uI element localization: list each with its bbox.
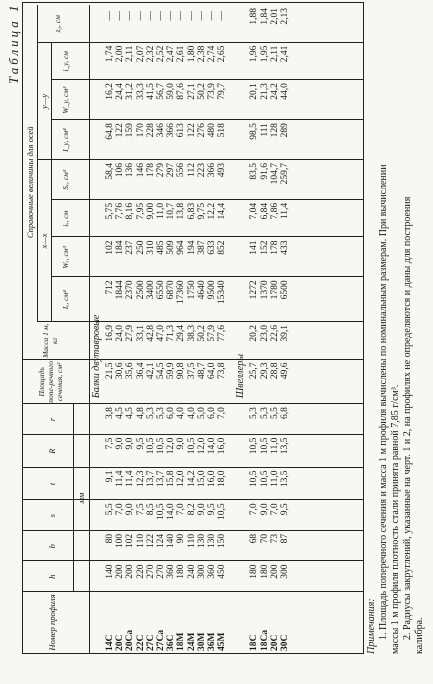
channels-col-iy: 1,96 1,95 2,11 2,41 bbox=[249, 45, 290, 63]
channels-col-s: 7,0 9,0 7,0 9,5 bbox=[249, 503, 290, 516]
header-h: h bbox=[47, 574, 57, 579]
header-rule bbox=[73, 404, 74, 592]
beams-col-s: 5,5 7,0 9,0 7,5 8,5 10,5 14,0 7,0 8,2 9,0 9,5 10,5 bbox=[105, 503, 228, 521]
note-1: 1. Площадь поперечного сечения и масса 1 м профиля вычислены по номинальным размерам. При вычислении bbox=[378, 164, 389, 640]
beams-col-Iy: 64,8 122 159 170 228 346 366 613 122 276 480 518 bbox=[105, 123, 228, 140]
beams-col-ix: 5,75 7,76 8,16 7,95 9,00 11,0 10,7 13,8 6,83 9,75 12,2 14,4 bbox=[105, 202, 228, 220]
header-b: b bbox=[47, 544, 57, 549]
column-rule bbox=[23, 403, 363, 404]
column-rule bbox=[23, 359, 363, 360]
beams-col-b: 80 100 102 110 122 124 140 90 110 130 130 150 bbox=[105, 533, 228, 549]
channels-col-r: 5,3 5,3 5,5 6,8 bbox=[249, 407, 290, 420]
column-rule bbox=[51, 236, 363, 237]
beams-col-Wy: 16,2 24,4 31,2 33,3 41,5 56,7 59,0 87,6 27,1 50,2 73,9 79,7 bbox=[105, 83, 228, 100]
beams-col-Sx: 58,4 106 136 146 178 279 297 556 112 223 366 493 bbox=[105, 162, 228, 180]
header-z0: z₀, см bbox=[53, 15, 62, 33]
section-beams: Балки двутавровые bbox=[91, 314, 102, 399]
header-mass: Масса 1 м, кг bbox=[41, 323, 59, 358]
column-rule bbox=[23, 499, 363, 500]
channels-col-profile: 18С 18Са 20С 30С bbox=[249, 629, 290, 651]
beams-col-z0-dashes: — — — — — — — — — — — — bbox=[105, 11, 228, 21]
header-Wx: Wₓ, см³ bbox=[61, 246, 70, 269]
beams-col-R: 7,5 9,0 9,0 9,5 10,5 10,5 12,0 9,0 10,5 12,0 14,0 16,0 bbox=[105, 437, 228, 455]
section-channels: Швеллеры bbox=[235, 354, 247, 399]
header-ix: iₓ, см bbox=[61, 210, 70, 227]
column-rule bbox=[51, 199, 363, 200]
header-mm: мм bbox=[76, 492, 86, 504]
channels-col-Wy: 20,1 21,3 24,2 44,0 bbox=[249, 83, 290, 100]
header-profile-no: Номер профиля bbox=[47, 594, 57, 651]
channels-col-Wx: 141 152 178 433 bbox=[249, 240, 290, 255]
header-Ix: Iₓ, см⁴ bbox=[61, 290, 70, 310]
channels-col-Ix: 1272 1370 1780 6500 bbox=[249, 280, 290, 300]
beams-col-Wx: 102 184 237 250 310 485 509 964 194 387 633 852 bbox=[105, 240, 228, 255]
channels-col-area: 25,7 29,3 28,8 49,6 bbox=[249, 362, 290, 380]
column-rule bbox=[37, 42, 363, 43]
column-rule bbox=[51, 276, 363, 277]
header-bottom-rule bbox=[89, 5, 90, 653]
note-2: 2. Радиусы закруглений, указанные на черт. 1 и 2, на профилях не определяются и даны для построения bbox=[402, 196, 413, 640]
note-2-cont: калибра. bbox=[414, 617, 425, 654]
channels-col-R: 10,5 10,5 11,0 13,5 bbox=[249, 437, 290, 455]
header-area: Площадь попе-речного сечения, см² bbox=[37, 360, 64, 403]
column-rule bbox=[37, 159, 363, 160]
header-Iy: I_y, см⁴ bbox=[61, 128, 70, 152]
header-t: t bbox=[47, 482, 57, 486]
beams-col-iy: 1,74 2,00 2,11 2,07 2,32 2,52 2,47 2,61 1,80 2,38 2,74 2,65 bbox=[105, 45, 228, 63]
notes bbox=[366, 4, 426, 654]
header-r: r bbox=[47, 417, 57, 422]
beams-col-Ix: 712 1844 2370 2500 3400 6550 6870 17360 1750 4640 9500 15340 bbox=[105, 280, 228, 305]
header-rule bbox=[51, 43, 52, 322]
header-axis-xx: x—x bbox=[39, 233, 49, 249]
header-rule bbox=[37, 5, 38, 322]
column-rule bbox=[23, 467, 363, 468]
column-rule bbox=[51, 79, 363, 80]
table-title: Таблица 1 bbox=[6, 2, 21, 84]
channels-col-z0: 1,88 1,84 2,01 2,13 bbox=[249, 8, 290, 25]
beams-col-profile: 14С 20С 20Са 22С 27С 27Са 36С 18М 24М 30М 36М 45М bbox=[105, 629, 228, 651]
beams-col-h: 140 200 200 220 270 270 360 180 240 300 360 450 bbox=[105, 564, 228, 579]
column-rule bbox=[23, 560, 363, 561]
beams-col-r: 3,8 4,5 4,5 4,8 5,3 5,3 6,0 4,0 4,0 5,0 6,0 7,0 bbox=[105, 407, 228, 420]
beams-col-t: 9,1 11,4 11,4 12,3 13,7 13,7 15,8 12,0 14,2 15,0 16,0 18,0 bbox=[105, 470, 228, 488]
channels-col-Sx: 83,5 91,6 104,7 259,7 bbox=[249, 162, 290, 185]
channels-col-ix: 7,04 6,84 7,86 11,4 bbox=[249, 202, 290, 220]
column-rule bbox=[23, 530, 363, 531]
header-R: R bbox=[47, 448, 57, 454]
channels-col-h: 180 180 200 300 bbox=[249, 564, 290, 579]
column-rule bbox=[23, 434, 363, 435]
header-Sx: Sₓ, см³ bbox=[61, 169, 70, 190]
data-table bbox=[22, 2, 364, 654]
header-Wy: W_y, см³ bbox=[61, 86, 70, 114]
header-reference: Справочные величины для осей bbox=[25, 126, 35, 239]
header-s: s bbox=[47, 514, 57, 518]
column-rule bbox=[51, 119, 363, 120]
column-rule bbox=[37, 321, 363, 322]
header-axis-yy: y—y bbox=[39, 93, 49, 109]
note-1-cont: массы 1 м профиля плотность стали принята равной 7,85 г/см³. bbox=[390, 384, 401, 654]
channels-col-t: 10,5 10,5 11,0 13,5 bbox=[249, 470, 290, 488]
notes-heading: Примечания: bbox=[366, 598, 377, 654]
channels-col-mass: 20,2 23,0 22,6 39,1 bbox=[249, 324, 290, 342]
channels-col-Iy: 98,5 111 128 289 bbox=[249, 123, 290, 140]
beams-col-mass: 16,9 24,0 27,9 33,1 42,8 47,0 71,3 29,4 38,3 50,2 57,9 77,6 bbox=[105, 324, 228, 342]
beams-col-area: 21,5 30,6 35,6 36,4 42,1 54,5 59,9 90,8 37,5 48,7 64,0 73,8 bbox=[105, 362, 228, 380]
column-rule bbox=[23, 591, 363, 592]
channels-col-b: 68 70 73 87 bbox=[249, 533, 290, 544]
header-iy: i_y, см bbox=[61, 51, 70, 72]
